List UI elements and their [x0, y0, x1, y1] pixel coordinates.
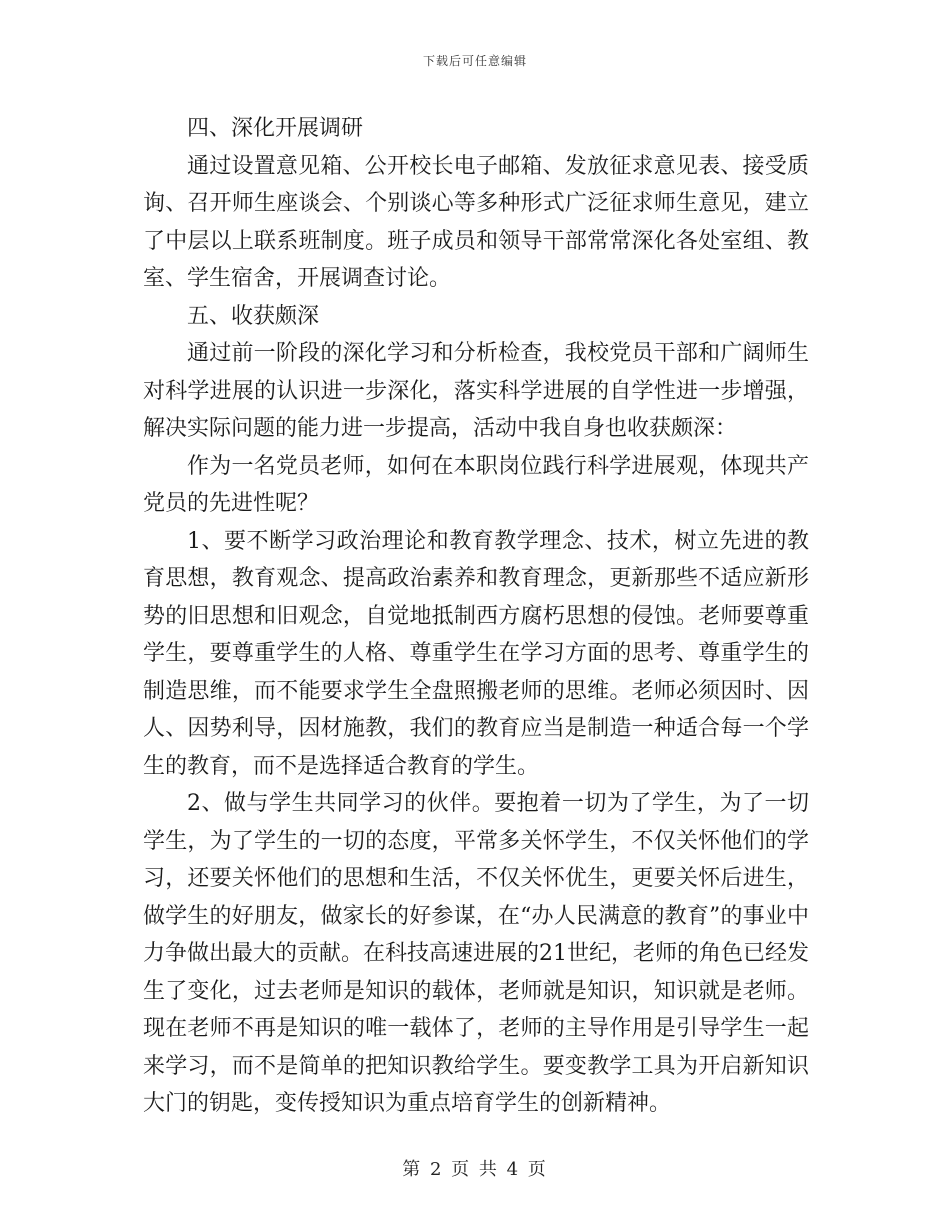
section-heading-5: 五、收获颇深	[187, 303, 320, 329]
paragraph: 通过设置意见箱、公开校长电子邮箱、发放征求意见表、接受质询、召开师生座谈会、个别谈心等多种形式广泛征求师生意见，建立了中层以上联系班制度。班子成员和领导干部常常深化各处室组、教室、学生宿舍，开展调查讨论。	[143, 153, 809, 291]
page-number: 第 2 页 共 4 页	[402, 1159, 548, 1180]
paragraph: 1、要不断学习政治理论和教育教学理念、技术，树立先进的教育思想，教育观念、提高政治素养和教育理念，更新那些不适应新形势的旧思想和旧观念，自觉地抵制西方腐朽思想的侵蚀。老师要尊重学生，要尊重学生的人格、尊重学生在学习方面的思考、尊重学生的制造思维，而不能要求学生全盘照搬老师的思维。老师必须因时、因人、因势利导，因材施教，我们的教育应当是制造一种适合每一个学生的教育，而不是选择适合教育的学生。	[143, 528, 809, 779]
document-body	[143, 110, 809, 1123]
page-header: 下载后可任意编辑	[422, 54, 527, 68]
section-heading-4: 四、深化开展调研	[187, 116, 364, 141]
paragraph: 2、做与学生共同学习的伙伴。要抱着一切为了学生，为了一切学生，为了学生的一切的态度，平常多关怀学生，不仅关怀他们的学习，还要关怀他们的思想和生活，不仅关怀优生，更要关怀后进生，做学生的好朋友，做家长的好参谋，在“办人民满意的教育”的事业中力争做出最大的贡献。在科技高速进展的21世纪，老师的角色已经发生了变化，过去老师是知识的载体，老师就是知识，知识就是老师。现在老师不再是知识的唯一载体了，老师的主导作用是引导学生一起来学习，而不是简单的把知识教给学生。要变教学工具为开启新知识大门的钥匙，变传授知识为重点培育学生的创新精神。	[143, 791, 809, 1116]
paragraph: 通过前一阶段的深化学习和分析检查，我校党员干部和广阔师生对科学进展的认识进一步深化，落实科学进展的自学性进一步增强，解决实际问题的能力进一步提高，活动中我自身也收获颇深：	[143, 341, 809, 441]
paragraph: 作为一名党员老师，如何在本职岗位践行科学进展观，体现共产党员的先进性呢？	[143, 453, 809, 516]
